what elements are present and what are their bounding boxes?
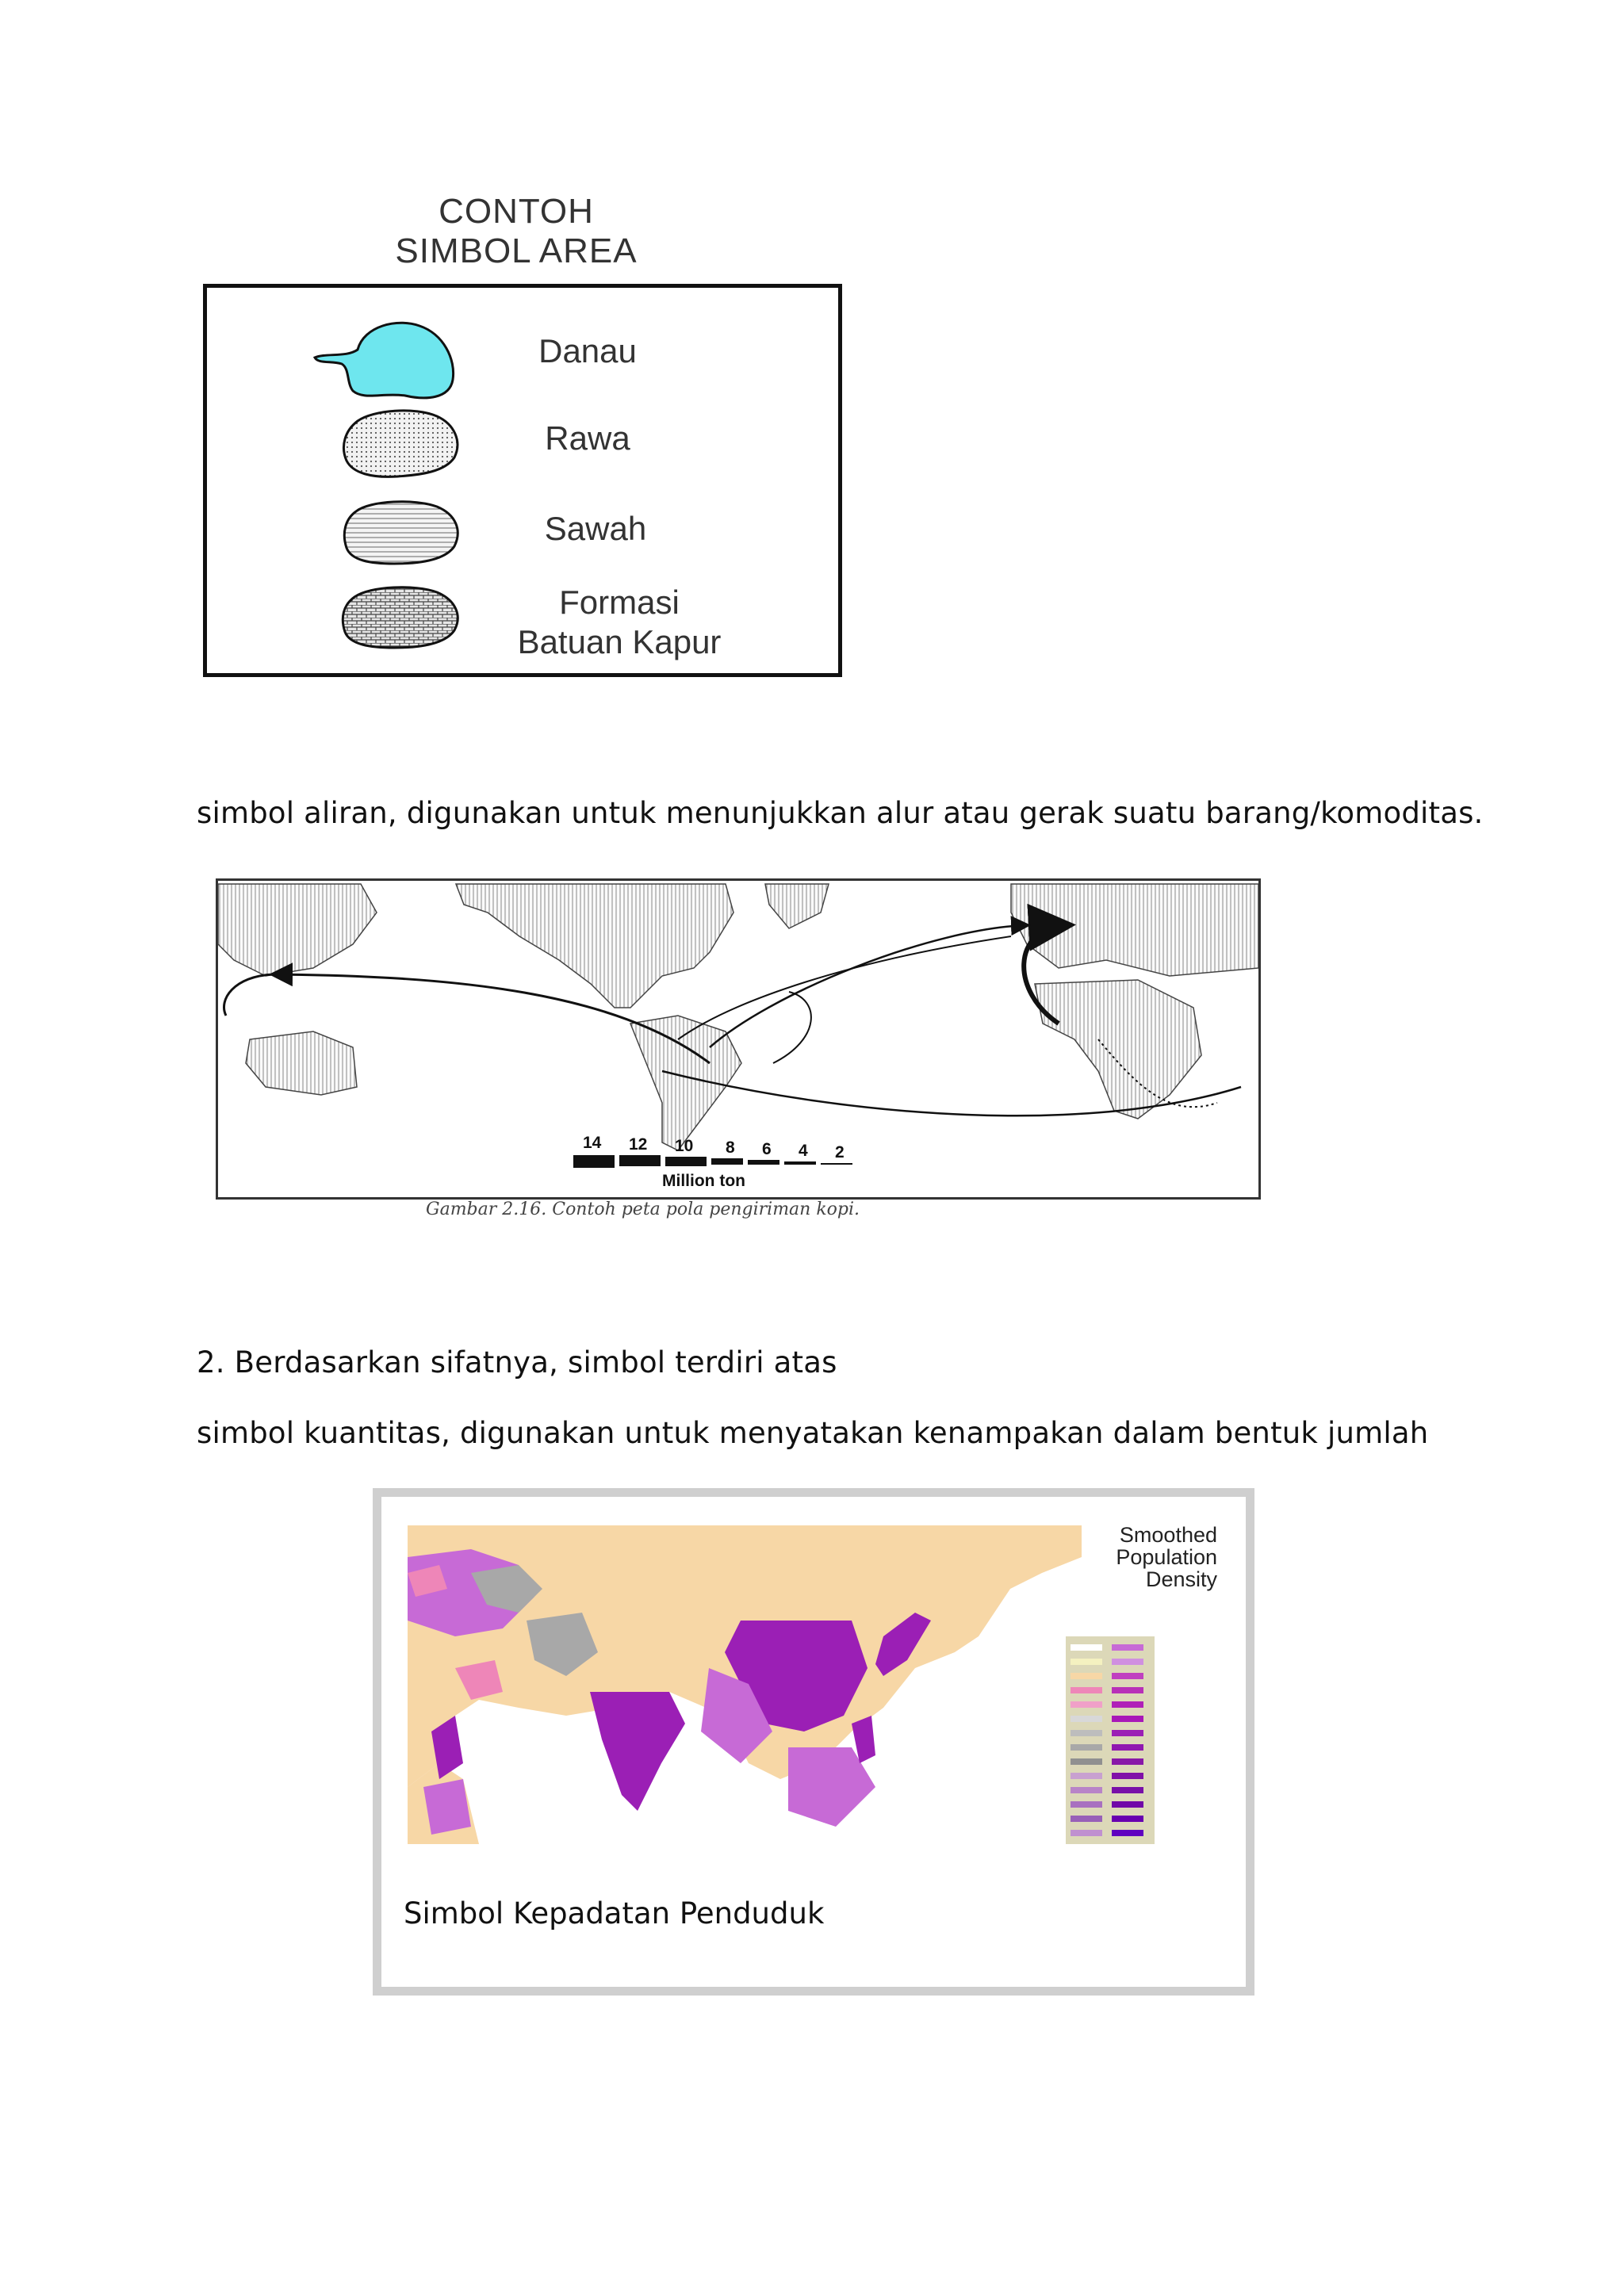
lake-shape-icon bbox=[315, 323, 454, 398]
coffee-shipment-flow-map-figure bbox=[208, 871, 1278, 1235]
legend-title-line2: SIMBOL AREA bbox=[395, 232, 638, 270]
legend-label-formasi-batuan-kapur bbox=[492, 583, 746, 662]
scale-unit: Million ton bbox=[662, 1172, 745, 1190]
scale-number-2: 2 bbox=[835, 1143, 845, 1161]
scale-bar bbox=[573, 1134, 852, 1190]
continent-australia bbox=[246, 1031, 357, 1095]
scale-number-14: 14 bbox=[583, 1134, 602, 1152]
legend-label-formasi: Formasi bbox=[559, 584, 680, 621]
scale-number-10: 10 bbox=[675, 1137, 694, 1155]
area-symbol-legend-figure bbox=[195, 187, 853, 687]
limestone-shape-icon bbox=[343, 587, 458, 648]
density-map-title bbox=[1116, 1524, 1217, 1590]
continent-africa bbox=[1035, 980, 1201, 1119]
legend-title-line1: CONTOH bbox=[439, 192, 594, 231]
density-title-line1: Smoothed bbox=[1119, 1523, 1217, 1547]
legend-label-rawa: Rawa bbox=[545, 419, 630, 457]
paragraph-flow-symbol: simbol aliran, digunakan untuk menunjukkan alur atau gerak suatu barang/komoditas. bbox=[197, 796, 1484, 830]
ricefield-shape-icon bbox=[344, 502, 458, 564]
asia-density-map bbox=[408, 1525, 1224, 1844]
population-density-frame bbox=[373, 1488, 1254, 1996]
flow-line-americas-1 bbox=[710, 925, 1027, 1047]
population-density-map bbox=[408, 1525, 1224, 1844]
scale-number-4: 4 bbox=[799, 1142, 808, 1160]
scale-number-12: 12 bbox=[629, 1135, 648, 1154]
density-title-line2: Population bbox=[1116, 1545, 1217, 1569]
swamp-shape-icon bbox=[343, 411, 457, 476]
heading-symbol-by-nature: 2. Berdasarkan sifatnya, simbol terdiri atas bbox=[197, 1345, 837, 1380]
paragraph-quantity-symbol: simbol kuantitas, digunakan untuk menyatakan kenampakan dalam bentuk jumlah bbox=[197, 1416, 1429, 1450]
legend-label-sawah: Sawah bbox=[544, 510, 647, 547]
density-legend bbox=[1066, 1636, 1155, 1844]
legend-label-danau: Danau bbox=[538, 332, 637, 369]
legend-box bbox=[203, 284, 842, 677]
flow-line-asia-loop bbox=[224, 974, 274, 1016]
continent-greenland bbox=[765, 884, 829, 928]
scale-number-6: 6 bbox=[762, 1140, 772, 1158]
legend-label-batuan-kapur: Batuan Kapur bbox=[517, 623, 722, 660]
flow-line-americas-2 bbox=[678, 936, 1011, 1039]
density-map-caption: Simbol Kepadatan Penduduk bbox=[404, 1896, 825, 1931]
dense-africa bbox=[423, 1779, 471, 1835]
density-title-line3: Density bbox=[1145, 1567, 1217, 1591]
population-density-figure bbox=[373, 1488, 1254, 1996]
continent-asia-west bbox=[218, 884, 377, 976]
scale-number-8: 8 bbox=[726, 1138, 735, 1157]
flow-map-caption: Gambar 2.16. Contoh peta pola pengiriman kopi. bbox=[426, 1200, 860, 1219]
world-flow-map bbox=[218, 881, 1258, 1198]
flow-map-frame bbox=[216, 878, 1261, 1200]
